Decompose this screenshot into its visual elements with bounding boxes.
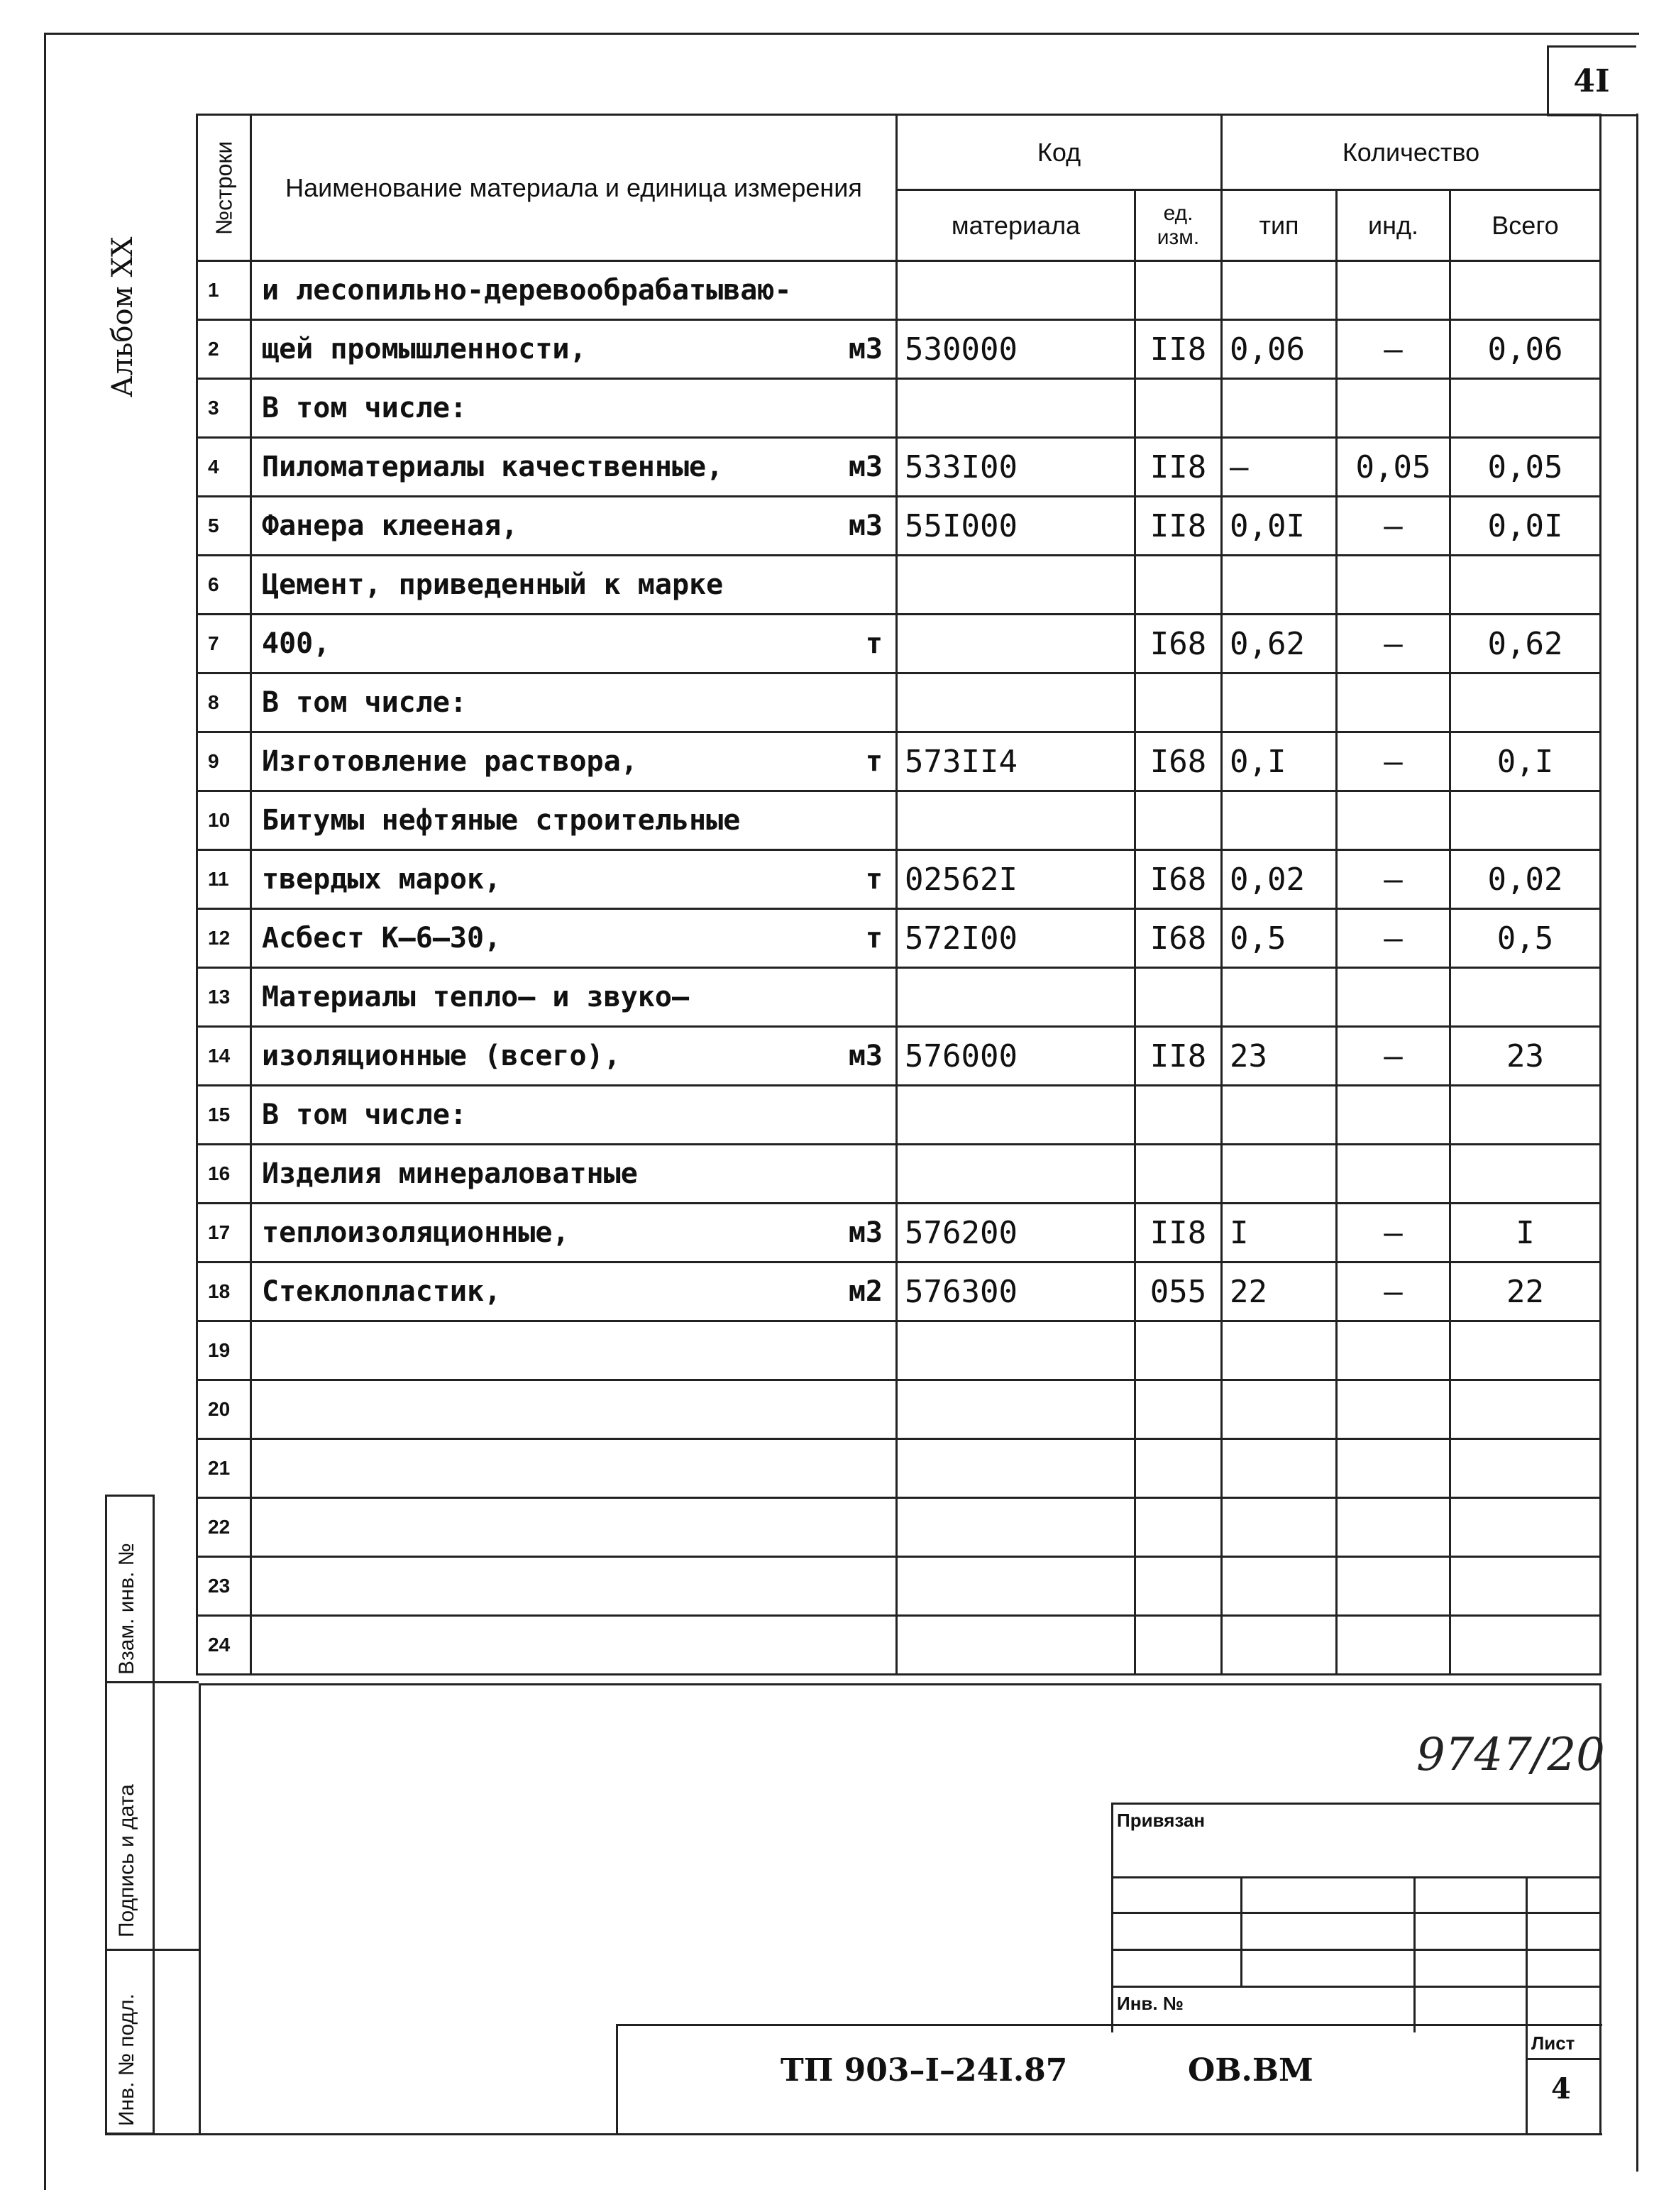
qty-total [1450,1086,1601,1145]
unit-code: I68 [1135,732,1222,791]
row-number: 10 [197,791,251,850]
table-row [197,850,1601,909]
material-code [897,261,1135,320]
material-unit: м3 [848,1216,883,1249]
qty-ind: – [1337,909,1450,968]
qty-ind: – [1337,1204,1450,1262]
qty-ind: – [1337,320,1450,379]
unit-code: I68 [1135,909,1222,968]
header-qty-group: Количество [1222,115,1601,190]
material-unit: т [865,745,883,778]
table-row [197,1321,1601,1380]
qty-total [1450,1145,1601,1204]
material-code: 573II4 [897,732,1135,791]
qty-type: I [1222,1204,1337,1262]
material-code: 533I00 [897,438,1135,497]
qty-ind [1337,1321,1450,1380]
priv-vline-1 [1240,1876,1242,1986]
qty-ind: – [1337,615,1450,673]
qty-type [1222,673,1337,732]
table-row [197,1498,1601,1557]
qty-ind: – [1337,1027,1450,1086]
row-number: 22 [197,1498,251,1557]
priv-top-line [1111,1803,1601,1805]
qty-ind [1337,1498,1450,1557]
qty-total [1450,1439,1601,1498]
doc-mark: ОВ.ВМ [1188,2052,1313,2089]
unit-code [1135,1086,1222,1145]
handwritten-number: 9747/20 [1416,1729,1605,1781]
row-number: 12 [197,909,251,968]
material-unit: м2 [848,1275,883,1308]
row-number: 4 [197,438,251,497]
material-code [897,615,1135,673]
material-name [251,1439,897,1498]
row-number: 14 [197,1027,251,1086]
material-name-text: Цемент, приведенный к марке [262,568,724,601]
qty-ind: – [1337,732,1450,791]
unit-code: I68 [1135,615,1222,673]
qty-type [1222,968,1337,1027]
material-code [897,1086,1135,1145]
qty-type: 0,0I [1222,497,1337,556]
qty-ind [1337,968,1450,1027]
table-row [197,1557,1601,1616]
qty-ind [1337,1086,1450,1145]
material-name [251,556,897,615]
material-name [251,850,897,909]
vzam-inv-label: Взам. инв. № [115,1543,138,1675]
qty-ind [1337,1439,1450,1498]
stamp-bottom-line [105,2133,1602,2135]
qty-total: 23 [1450,1027,1601,1086]
table-row [197,1204,1601,1262]
material-name [251,791,897,850]
material-unit: м3 [848,1040,883,1072]
priv-vline-3 [1526,1876,1528,2032]
unit-code [1135,1321,1222,1380]
unit-code [1135,1616,1222,1675]
material-code [897,1498,1135,1557]
qty-type [1222,261,1337,320]
stamp-top-line [199,1683,1599,1685]
material-code: 576000 [897,1027,1135,1086]
qty-type [1222,1498,1337,1557]
priv-left-line [1111,1803,1113,2032]
material-code [897,673,1135,732]
material-name [251,909,897,968]
unit-code [1135,261,1222,320]
material-code [897,379,1135,438]
qty-type: 0,5 [1222,909,1337,968]
row-number: 11 [197,850,251,909]
material-name-text: Стеклопластик, [262,1275,502,1308]
material-unit: м3 [848,333,883,365]
material-name-text: теплоизоляционные, [262,1216,570,1249]
row-number: 20 [197,1380,251,1439]
material-code [897,1616,1135,1675]
material-name [251,1321,897,1380]
title-left-line [616,2024,618,2135]
qty-ind: 0,05 [1337,438,1450,497]
sheet-mid-line [1526,2058,1601,2060]
material-name-text: Изготовление раствора, [262,745,638,778]
qty-total [1450,1380,1601,1439]
material-name-text: и лесопильно-деревообрабатываю- [262,274,792,307]
material-name-text: Битумы нефтяные строительные [262,804,741,837]
material-unit: м3 [848,510,883,542]
row-number: 7 [197,615,251,673]
qty-type [1222,1439,1337,1498]
unit-code: II8 [1135,1204,1222,1262]
qty-type [1222,379,1337,438]
material-name-text: Изделия минераловатные [262,1157,638,1190]
table-body [197,261,1601,1675]
unit-code: I68 [1135,850,1222,909]
unit-code [1135,1145,1222,1204]
material-name [251,968,897,1027]
row-number: 17 [197,1204,251,1262]
material-code [897,1557,1135,1616]
unit-code [1135,968,1222,1027]
table-row [197,909,1601,968]
table-row [197,1027,1601,1086]
qty-total: 0,05 [1450,438,1601,497]
unit-code [1135,791,1222,850]
header-code-material: материала [897,190,1135,261]
row-number: 21 [197,1439,251,1498]
qty-total: 0,I [1450,732,1601,791]
table-row [197,673,1601,732]
qty-ind [1337,1380,1450,1439]
material-name-text: В том числе: [262,392,467,424]
material-code [897,556,1135,615]
row-number: 9 [197,732,251,791]
table-row [197,1380,1601,1439]
material-code [897,968,1135,1027]
header-qty-ind: инд. [1337,190,1450,261]
doc-code: ТП 903–I–24I.87 [781,2052,1068,2089]
table-row [197,261,1601,320]
qty-type: – [1222,438,1337,497]
qty-total: 0,02 [1450,850,1601,909]
unit-code: II8 [1135,438,1222,497]
qty-total [1450,673,1601,732]
qty-total [1450,556,1601,615]
material-name [251,1380,897,1439]
table-row [197,1086,1601,1145]
header-name: Наименование материала и единица измерения [251,115,897,261]
qty-type: 0,02 [1222,850,1337,909]
row-number: 16 [197,1145,251,1204]
qty-type: 0,62 [1222,615,1337,673]
qty-type [1222,1380,1337,1439]
material-name-text: щей промышленности, [262,333,587,365]
qty-ind [1337,556,1450,615]
material-name-text: твердых марок, [262,863,502,896]
table-row [197,556,1601,615]
material-name [251,615,897,673]
sheet-number: 4 [1551,2072,1571,2106]
qty-type [1222,1616,1337,1675]
material-name-text: изоляционные (всего), [262,1040,621,1072]
unit-code [1135,556,1222,615]
header-row-no: №строки [197,115,251,261]
unit-code [1135,1380,1222,1439]
material-name-text: В том числе: [262,686,467,719]
material-unit: т [865,922,883,954]
material-name [251,1616,897,1675]
table-row [197,732,1601,791]
row-number: 1 [197,261,251,320]
material-code: 55I000 [897,497,1135,556]
unit-code: II8 [1135,1027,1222,1086]
qty-total [1450,791,1601,850]
row-number: 18 [197,1262,251,1321]
material-code [897,1145,1135,1204]
material-code: 576300 [897,1262,1135,1321]
row-number: 6 [197,556,251,615]
qty-total [1450,1498,1601,1557]
material-code: 02562I [897,850,1135,909]
table-row [197,968,1601,1027]
qty-total [1450,1321,1601,1380]
qty-ind [1337,673,1450,732]
podpis-label: Подпись и дата [115,1784,138,1937]
table-row [197,320,1601,379]
qty-total [1450,379,1601,438]
qty-total: 22 [1450,1262,1601,1321]
material-name-text: 400, [262,627,331,660]
unit-code [1135,673,1222,732]
row-number: 23 [197,1557,251,1616]
qty-type [1222,1321,1337,1380]
qty-type [1222,1145,1337,1204]
table-row [197,1616,1601,1675]
material-name [251,1557,897,1616]
material-code [897,791,1135,850]
table-row [197,1262,1601,1321]
qty-ind [1337,1145,1450,1204]
qty-type: 23 [1222,1027,1337,1086]
privyazan-label: Привязан [1117,1810,1206,1831]
inv-no-label: Инв. № [1117,1993,1184,2014]
qty-ind [1337,791,1450,850]
page-number: 4I [1573,62,1610,99]
page-frame-right [1636,114,1638,2172]
material-name [251,320,897,379]
material-unit: т [865,863,883,896]
material-name [251,438,897,497]
material-name-text: В том числе: [262,1099,467,1131]
material-unit: м3 [848,451,883,483]
material-unit: т [865,627,883,660]
unit-code [1135,1498,1222,1557]
unit-code: II8 [1135,497,1222,556]
material-name [251,379,897,438]
material-name [251,732,897,791]
table-row [197,791,1601,850]
unit-code: II8 [1135,320,1222,379]
material-code: 576200 [897,1204,1135,1262]
material-name-text: Асбест К–6–30, [262,922,502,954]
qty-total: 0,06 [1450,320,1601,379]
row-number: 13 [197,968,251,1027]
row-number: 15 [197,1086,251,1145]
table-row [197,497,1601,556]
material-name [251,1145,897,1204]
material-name [251,1027,897,1086]
material-code: 572I00 [897,909,1135,968]
material-name [251,673,897,732]
qty-type [1222,791,1337,850]
qty-total [1450,1616,1601,1675]
unit-code [1135,1439,1222,1498]
qty-total: I [1450,1204,1601,1262]
material-name [251,1204,897,1262]
strip-divider-2 [105,1949,199,1951]
table-row [197,1145,1601,1204]
row-number: 24 [197,1616,251,1675]
priv-vline-2 [1413,1876,1416,2032]
qty-ind: – [1337,850,1450,909]
row-number: 3 [197,379,251,438]
material-code: 530000 [897,320,1135,379]
material-name-text: Пиломатериалы качественные, [262,451,724,483]
unit-code [1135,379,1222,438]
qty-total [1450,261,1601,320]
qty-ind [1337,261,1450,320]
row-number: 19 [197,1321,251,1380]
material-code [897,1439,1135,1498]
qty-type: 0,I [1222,732,1337,791]
qty-type: 0,06 [1222,320,1337,379]
header-qty-type: тип [1222,190,1337,261]
material-name [251,497,897,556]
unit-code [1135,1557,1222,1616]
qty-ind: – [1337,1262,1450,1321]
material-code [897,1321,1135,1380]
table-row [197,1439,1601,1498]
title-top-line [616,2024,1602,2026]
strip-right-line [199,1683,201,2135]
qty-total [1450,1557,1601,1616]
qty-ind [1337,1557,1450,1616]
qty-total: 0,62 [1450,615,1601,673]
header-qty-total: Всего [1450,190,1601,261]
sheet-left-line [1526,2024,1528,2135]
table-row [197,438,1601,497]
qty-type: 22 [1222,1262,1337,1321]
row-number: 2 [197,320,251,379]
qty-type [1222,556,1337,615]
material-name [251,1262,897,1321]
table-row [197,379,1601,438]
qty-total: 0,0I [1450,497,1601,556]
material-name [251,1086,897,1145]
qty-ind: – [1337,497,1450,556]
material-name [251,261,897,320]
row-number: 5 [197,497,251,556]
header-code-group: Код [897,115,1222,190]
qty-ind [1337,1616,1450,1675]
strip-inner-line [153,1495,201,2135]
qty-type [1222,1086,1337,1145]
inv-podl-label: Инв. № подл. [115,1993,138,2126]
sheet-label: Лист [1531,2032,1575,2054]
row-number: 8 [197,673,251,732]
album-label: Альбом XX [106,236,139,397]
unit-code: 055 [1135,1262,1222,1321]
material-name-text: Фанера клееная, [262,510,519,542]
qty-type [1222,1557,1337,1616]
qty-ind [1337,379,1450,438]
qty-total [1450,968,1601,1027]
material-name-text: Материалы тепло– и звуко– [262,981,690,1013]
materials-table [196,114,1601,1675]
table-row [197,615,1601,673]
material-name [251,1498,897,1557]
qty-total: 0,5 [1450,909,1601,968]
material-code [897,1380,1135,1439]
header-code-unit: ед. изм. [1135,190,1222,261]
